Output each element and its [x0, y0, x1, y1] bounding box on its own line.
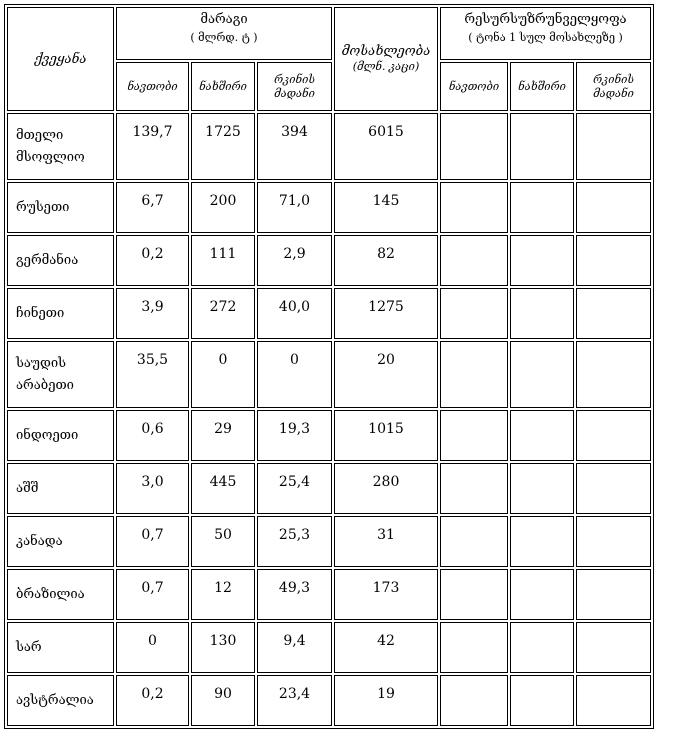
- supply-oil-cell: [440, 410, 508, 461]
- supply-oil-cell: [440, 113, 508, 180]
- country-cell: საუდის არაბეთი: [7, 341, 114, 408]
- coal-reserve-cell: 29: [191, 410, 255, 461]
- coal-reserve-cell: 12: [191, 569, 255, 620]
- supply-iron-cell: [576, 569, 651, 620]
- supply-oil-cell: [440, 235, 508, 286]
- country-cell: ბრაზილია: [7, 569, 114, 620]
- supply-header: [440, 7, 651, 60]
- oil-reserve-cell: 3,0: [116, 463, 189, 514]
- oil-reserve-cell: 139,7: [116, 113, 189, 180]
- oil-reserve-cell: 0,6: [116, 410, 189, 461]
- supply-iron-cell: [576, 463, 651, 514]
- table-row: [7, 182, 651, 233]
- supply-oil-cell: [440, 569, 508, 620]
- supply-coal-cell: [510, 182, 574, 233]
- iron-reserve-cell: 25,4: [257, 463, 332, 514]
- iron-reserve-cell: 40,0: [257, 288, 332, 339]
- supply-coal-cell: [510, 341, 574, 408]
- supply-iron-cell: [576, 410, 651, 461]
- supply-coal-header: ნახშირი: [510, 62, 574, 111]
- table-row: [7, 235, 651, 286]
- supply-iron-cell: [576, 516, 651, 567]
- country-cell: ავსტრალია: [7, 675, 114, 726]
- country-header: [7, 7, 114, 111]
- table-row: [7, 516, 651, 567]
- supply-iron-cell: [576, 675, 651, 726]
- supply-coal-cell: [510, 569, 574, 620]
- supply-oil-cell: [440, 675, 508, 726]
- country-cell: მთელი მსოფლიო: [7, 113, 114, 180]
- population-cell: 1015: [334, 410, 438, 461]
- country-cell: ჩინეთი: [7, 288, 114, 339]
- supply-coal-cell: [510, 463, 574, 514]
- oil-reserve-cell: 35,5: [116, 341, 189, 408]
- supply-iron-cell: [576, 182, 651, 233]
- supply-oil-header: ნავთობი: [440, 62, 508, 111]
- header-row-top: [7, 7, 651, 60]
- supply-coal-cell: [510, 516, 574, 567]
- iron-reserve-cell: 0: [257, 341, 332, 408]
- supply-iron-cell: [576, 341, 651, 408]
- population-title: მოსახლეობა: [341, 44, 431, 59]
- coal-reserve-cell: 0: [191, 341, 255, 408]
- oil-reserve-cell: 0: [116, 622, 189, 673]
- supply-oil-cell: [440, 622, 508, 673]
- coal-reserve-cell: 50: [191, 516, 255, 567]
- oil-reserve-cell: 3,9: [116, 288, 189, 339]
- iron-reserve-cell: 394: [257, 113, 332, 180]
- country-cell: აშშ: [7, 463, 114, 514]
- oil-reserve-cell: 0,2: [116, 235, 189, 286]
- table-body: [7, 7, 651, 726]
- population-cell: 145: [334, 182, 438, 233]
- reserves-title: მარაგი: [200, 12, 248, 27]
- reserves-iron-header: რკინის მადანი: [257, 62, 332, 111]
- oil-reserve-cell: 0,2: [116, 675, 189, 726]
- oil-reserve-cell: 0,7: [116, 569, 189, 620]
- table-row: [7, 410, 651, 461]
- supply-coal-cell: [510, 675, 574, 726]
- population-cell: 1275: [334, 288, 438, 339]
- iron-reserve-cell: 25,3: [257, 516, 332, 567]
- supply-unit: ( ტონა 1 სულ მოსახლეზე ): [468, 31, 623, 44]
- table-row: [7, 463, 651, 514]
- iron-reserve-cell: 23,4: [257, 675, 332, 726]
- population-header: [334, 7, 438, 111]
- coal-reserve-cell: 90: [191, 675, 255, 726]
- population-cell: 6015: [334, 113, 438, 180]
- population-cell: 31: [334, 516, 438, 567]
- population-cell: 20: [334, 341, 438, 408]
- oil-reserve-cell: 6,7: [116, 182, 189, 233]
- supply-oil-cell: [440, 341, 508, 408]
- country-cell: გერმანია: [7, 235, 114, 286]
- population-cell: 280: [334, 463, 438, 514]
- reserves-coal-header: ნახშირი: [191, 62, 255, 111]
- supply-oil-cell: [440, 516, 508, 567]
- reserves-oil-header: ნავთობი: [116, 62, 189, 111]
- supply-title: რესურსუზრუნველყოფა: [464, 12, 627, 27]
- country-cell: ინდოეთი: [7, 410, 114, 461]
- coal-reserve-cell: 445: [191, 463, 255, 514]
- population-cell: 42: [334, 622, 438, 673]
- coal-reserve-cell: 1725: [191, 113, 255, 180]
- country-cell: რუსეთი: [7, 182, 114, 233]
- reserves-unit: ( მლრდ. ტ ): [190, 31, 258, 44]
- table-row: [7, 341, 651, 408]
- supply-coal-cell: [510, 235, 574, 286]
- coal-reserve-cell: 272: [191, 288, 255, 339]
- table-row: [7, 622, 651, 673]
- population-cell: 19: [334, 675, 438, 726]
- iron-reserve-cell: 71,0: [257, 182, 332, 233]
- supply-oil-cell: [440, 463, 508, 514]
- supply-coal-cell: [510, 113, 574, 180]
- supply-coal-cell: [510, 410, 574, 461]
- oil-reserve-cell: 0,7: [116, 516, 189, 567]
- iron-reserve-cell: 2,9: [257, 235, 332, 286]
- country-cell: კანადა: [7, 516, 114, 567]
- supply-iron-cell: [576, 288, 651, 339]
- supply-iron-cell: [576, 622, 651, 673]
- supply-iron-cell: [576, 235, 651, 286]
- coal-reserve-cell: 130: [191, 622, 255, 673]
- table-row: [7, 569, 651, 620]
- population-unit: (მლნ. კაცი): [352, 60, 420, 73]
- table-row: [7, 288, 651, 339]
- supply-iron-header: რკინის მადანი: [576, 62, 651, 111]
- population-cell: 173: [334, 569, 438, 620]
- population-cell: 82: [334, 235, 438, 286]
- coal-reserve-cell: 111: [191, 235, 255, 286]
- supply-oil-cell: [440, 288, 508, 339]
- reserves-header: [116, 7, 332, 60]
- table-row: [7, 675, 651, 726]
- supply-coal-cell: [510, 622, 574, 673]
- table-row: [7, 113, 651, 180]
- iron-reserve-cell: 9,4: [257, 622, 332, 673]
- resource-table: [4, 4, 654, 729]
- coal-reserve-cell: 200: [191, 182, 255, 233]
- country-cell: სარ: [7, 622, 114, 673]
- country-header-label: ქვეყანა: [34, 51, 87, 67]
- iron-reserve-cell: 49,3: [257, 569, 332, 620]
- supply-iron-cell: [576, 113, 651, 180]
- supply-oil-cell: [440, 182, 508, 233]
- iron-reserve-cell: 19,3: [257, 410, 332, 461]
- supply-coal-cell: [510, 288, 574, 339]
